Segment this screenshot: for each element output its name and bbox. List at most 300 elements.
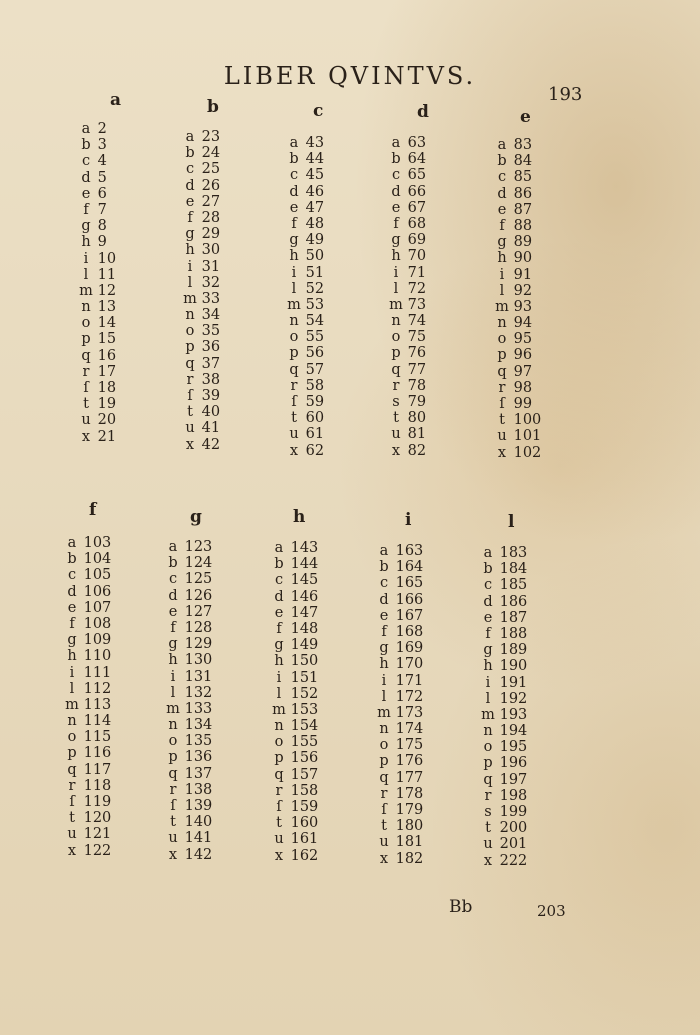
row-number: 97	[509, 363, 533, 380]
table-row	[65, 762, 111, 778]
row-number: 122	[79, 842, 112, 859]
table-row	[272, 637, 318, 653]
table-row	[287, 426, 324, 442]
row-number: 138	[180, 781, 213, 798]
table-row	[166, 539, 212, 555]
row-number: 37	[197, 355, 221, 372]
row-letter: ſ	[276, 799, 282, 815]
table-column	[79, 121, 116, 445]
table-row	[495, 331, 541, 347]
row-letter: r	[290, 377, 298, 394]
table-row	[272, 653, 318, 669]
row-number: 201	[495, 836, 528, 853]
row-number: 112	[79, 680, 112, 697]
table-row	[166, 652, 212, 668]
row-number: 92	[509, 282, 533, 299]
row-number: 193	[495, 706, 528, 723]
table-row	[389, 378, 426, 394]
row-letter: c	[81, 153, 91, 170]
row-letter: e	[274, 604, 284, 621]
row-letter: m	[495, 298, 509, 315]
row-letter: s	[484, 804, 492, 820]
table-row	[79, 170, 116, 186]
row-letter: b	[379, 559, 389, 576]
table-row	[183, 339, 220, 355]
table-row	[183, 404, 220, 420]
table-row	[166, 766, 212, 782]
column-letter: d	[417, 102, 429, 122]
row-letter: u	[185, 420, 195, 437]
row-letter: n	[274, 718, 284, 735]
row-number: 6	[93, 185, 107, 202]
table-row	[65, 745, 111, 761]
table-row	[65, 778, 111, 794]
row-letter: t	[393, 410, 399, 427]
row-number: 105	[79, 567, 112, 584]
table-row	[79, 331, 116, 347]
row-number: 162	[286, 847, 319, 864]
row-number: 191	[495, 674, 528, 691]
table-row	[272, 718, 318, 734]
row-number: 155	[286, 734, 319, 751]
row-number: 60	[301, 410, 325, 427]
table-row	[183, 388, 220, 404]
row-letter: e	[81, 185, 91, 202]
row-number: 117	[79, 761, 112, 778]
table-row	[65, 535, 111, 551]
table-row	[166, 814, 212, 830]
row-number: 84	[509, 153, 533, 170]
row-letter: q	[379, 769, 389, 786]
row-number: 81	[403, 426, 427, 443]
table-row	[495, 315, 541, 331]
table-row	[272, 556, 318, 572]
row-number: 184	[495, 561, 528, 578]
row-number: 8	[93, 218, 107, 235]
row-number: 121	[79, 826, 112, 843]
table-row	[377, 592, 423, 608]
table-row	[272, 767, 318, 783]
row-number: 137	[180, 765, 213, 782]
row-letter: l	[291, 280, 297, 297]
row-letter: l	[485, 690, 491, 707]
row-number: 41	[197, 420, 221, 437]
table-row	[481, 545, 527, 561]
table-row	[272, 605, 318, 621]
table-row	[183, 161, 220, 177]
table-row	[481, 723, 527, 739]
row-letter: h	[274, 653, 284, 670]
table-row	[481, 691, 527, 707]
row-number: 25	[197, 161, 221, 178]
table-row	[389, 265, 426, 281]
row-number: 72	[403, 280, 427, 297]
table-column	[287, 135, 324, 459]
row-letter: c	[168, 571, 178, 588]
table-row	[287, 200, 324, 216]
table-row	[65, 697, 111, 713]
row-number: 139	[180, 798, 213, 814]
row-number: 50	[301, 248, 325, 265]
row-letter: d	[274, 588, 284, 605]
row-letter: x	[274, 847, 284, 864]
table-row	[65, 551, 111, 567]
table-row	[166, 847, 212, 863]
table-row	[389, 200, 426, 216]
row-letter: i	[381, 672, 387, 689]
row-letter: d	[391, 183, 401, 200]
row-number: 40	[197, 404, 221, 421]
row-letter: h	[483, 658, 493, 675]
row-letter: r	[169, 781, 177, 798]
row-letter: x	[483, 852, 493, 869]
table-row	[287, 297, 324, 313]
row-number: 5	[93, 169, 107, 186]
row-letter: c	[67, 567, 77, 584]
row-number: 12	[93, 282, 117, 299]
table-row	[377, 705, 423, 721]
row-letter: b	[289, 151, 299, 168]
row-letter: i	[83, 250, 89, 267]
row-letter: b	[81, 137, 91, 154]
row-number: 200	[495, 820, 528, 837]
row-number: 7	[93, 201, 107, 218]
row-number: 123	[180, 539, 213, 555]
row-letter: i	[187, 258, 193, 275]
row-number: 194	[495, 723, 528, 740]
row-number: 91	[509, 266, 533, 283]
table-row	[65, 584, 111, 600]
table-row	[495, 445, 541, 461]
row-number: 135	[180, 733, 213, 750]
table-row	[495, 250, 541, 266]
table-row	[79, 412, 116, 428]
row-letter: g	[274, 637, 284, 654]
row-letter: m	[65, 696, 79, 713]
table-row	[377, 818, 423, 834]
row-letter: l	[69, 680, 75, 697]
row-letter: e	[391, 199, 401, 216]
row-number: 100	[509, 412, 542, 429]
row-letter: p	[391, 345, 401, 362]
row-number: 192	[495, 690, 528, 707]
row-letter: a	[483, 545, 493, 561]
table-row	[272, 572, 318, 588]
row-number: 174	[391, 721, 424, 738]
row-letter: i	[485, 674, 491, 691]
row-letter: q	[168, 765, 178, 782]
row-number: 171	[391, 672, 424, 689]
row-letter: n	[185, 307, 195, 324]
row-number: 89	[509, 234, 533, 251]
row-number: 158	[286, 782, 319, 799]
row-letter: ſ	[499, 396, 505, 412]
table-row	[65, 616, 111, 632]
row-letter: p	[497, 347, 507, 364]
table-row	[272, 734, 318, 750]
row-letter: f	[393, 215, 399, 232]
row-letter: q	[289, 361, 299, 378]
table-row	[377, 640, 423, 656]
row-number: 179	[391, 802, 424, 818]
row-number: 36	[197, 339, 221, 356]
row-letter: ſ	[291, 394, 297, 410]
table-row	[495, 218, 541, 234]
row-letter: q	[497, 363, 507, 380]
row-letter: u	[289, 426, 299, 443]
row-number: 222	[495, 852, 528, 869]
row-number: 125	[180, 571, 213, 588]
row-number: 65	[403, 167, 427, 184]
column-letter: g	[190, 507, 202, 527]
row-letter: n	[67, 713, 77, 730]
table-row	[287, 248, 324, 264]
table-row	[481, 788, 527, 804]
table-row	[377, 770, 423, 786]
row-letter: g	[483, 642, 493, 659]
table-row	[272, 815, 318, 831]
row-letter: r	[498, 379, 506, 396]
table-row	[481, 707, 527, 723]
row-number: 24	[197, 145, 221, 162]
row-letter: o	[185, 323, 195, 340]
row-letter: f	[69, 615, 75, 632]
row-number: 145	[286, 572, 319, 589]
table-row	[166, 782, 212, 798]
row-number: 151	[286, 669, 319, 686]
table-row	[166, 571, 212, 587]
row-letter: x	[67, 842, 77, 859]
row-letter: u	[274, 831, 284, 848]
row-number: 83	[509, 137, 533, 153]
row-letter: n	[483, 723, 493, 740]
row-number: 172	[391, 688, 424, 705]
table-row	[272, 848, 318, 864]
row-number: 66	[403, 183, 427, 200]
row-letter: f	[170, 619, 176, 636]
table-row	[166, 636, 212, 652]
row-number: 170	[391, 656, 424, 673]
table-row	[79, 364, 116, 380]
row-letter: c	[391, 167, 401, 184]
row-letter: r	[380, 785, 388, 802]
row-number: 53	[301, 296, 325, 313]
row-number: 104	[79, 551, 112, 568]
table-row	[272, 621, 318, 637]
row-letter: u	[483, 836, 493, 853]
row-number: 116	[79, 745, 112, 762]
row-letter: r	[186, 371, 194, 388]
column-letter: l	[508, 512, 515, 532]
row-number: 23	[197, 129, 221, 145]
table-row	[287, 281, 324, 297]
table-column	[183, 129, 220, 453]
row-letter: f	[381, 623, 387, 640]
row-letter: g	[168, 636, 178, 653]
row-number: 198	[495, 787, 528, 804]
table-column	[377, 543, 423, 867]
table-row	[183, 275, 220, 291]
row-letter: f	[83, 201, 89, 218]
row-letter: e	[483, 609, 493, 626]
row-number: 95	[509, 331, 533, 348]
row-number: 168	[391, 623, 424, 640]
table-row	[287, 184, 324, 200]
table-row	[389, 151, 426, 167]
table-row	[495, 137, 541, 153]
row-number: 55	[301, 329, 325, 346]
table-row	[79, 299, 116, 315]
table-row	[495, 186, 541, 202]
table-row	[166, 620, 212, 636]
row-letter: i	[170, 668, 176, 685]
row-letter: t	[499, 412, 505, 429]
column-letter: a	[110, 90, 122, 110]
row-number: 136	[180, 749, 213, 766]
row-number: 26	[197, 177, 221, 194]
row-letter: p	[185, 339, 195, 356]
table-row	[272, 750, 318, 766]
row-number: 11	[93, 266, 117, 283]
row-number: 49	[301, 232, 325, 249]
table-row	[65, 826, 111, 842]
row-number: 140	[180, 814, 213, 831]
table-row	[389, 313, 426, 329]
row-number: 147	[286, 604, 319, 621]
table-row	[377, 559, 423, 575]
row-number: 98	[509, 379, 533, 396]
table-row	[272, 670, 318, 686]
column-letter: e	[520, 107, 531, 127]
row-letter: d	[379, 591, 389, 608]
table-column	[495, 137, 541, 461]
row-number: 14	[93, 315, 117, 332]
table-row	[183, 307, 220, 323]
row-number: 79	[403, 394, 427, 410]
row-letter: g	[81, 218, 91, 235]
row-letter: o	[391, 329, 401, 346]
row-letter: t	[170, 814, 176, 831]
table-row	[272, 702, 318, 718]
row-number: 47	[301, 199, 325, 216]
row-letter: a	[289, 135, 299, 151]
row-letter: r	[484, 787, 492, 804]
row-letter: m	[183, 290, 197, 307]
row-letter: p	[379, 753, 389, 770]
row-number: 157	[286, 766, 319, 783]
row-number: 15	[93, 331, 117, 348]
row-number: 99	[509, 396, 533, 412]
table-row	[272, 540, 318, 556]
row-letter: ſ	[187, 388, 193, 404]
row-number: 185	[495, 577, 528, 594]
table-row	[377, 543, 423, 559]
table-row	[287, 410, 324, 426]
row-number: 108	[79, 615, 112, 632]
column-letter: b	[207, 97, 219, 117]
table-column	[65, 535, 111, 859]
row-number: 4	[93, 153, 107, 170]
row-number: 67	[403, 199, 427, 216]
row-number: 154	[286, 718, 319, 735]
row-number: 126	[180, 587, 213, 604]
row-letter: x	[168, 846, 178, 863]
table-row	[377, 689, 423, 705]
row-number: 163	[391, 543, 424, 559]
row-letter: n	[81, 299, 91, 316]
row-letter: h	[391, 248, 401, 265]
row-number: 70	[403, 248, 427, 265]
table-row	[166, 701, 212, 717]
row-number: 42	[197, 436, 221, 453]
table-row	[166, 588, 212, 604]
row-number: 2	[93, 121, 107, 137]
table-row	[495, 412, 541, 428]
row-number: 19	[93, 396, 117, 413]
row-letter: t	[381, 818, 387, 835]
row-letter: a	[81, 121, 91, 137]
row-number: 31	[197, 258, 221, 275]
table-row	[287, 167, 324, 183]
row-letter: n	[379, 721, 389, 738]
row-number: 68	[403, 215, 427, 232]
table-row	[183, 145, 220, 161]
row-letter: m	[287, 296, 301, 313]
row-letter: d	[497, 185, 507, 202]
row-letter: u	[379, 834, 389, 851]
row-number: 43	[301, 135, 325, 151]
table-row	[79, 380, 116, 396]
row-letter: ſ	[170, 798, 176, 814]
table-row	[377, 721, 423, 737]
row-letter: a	[497, 137, 507, 153]
row-number: 132	[180, 684, 213, 701]
row-letter: m	[389, 296, 403, 313]
row-number: 152	[286, 685, 319, 702]
row-number: 143	[286, 540, 319, 556]
row-letter: t	[83, 396, 89, 413]
row-letter: r	[392, 377, 400, 394]
table-row	[166, 830, 212, 846]
table-row	[272, 686, 318, 702]
row-letter: p	[67, 745, 77, 762]
row-letter: u	[81, 412, 91, 429]
row-letter: b	[391, 151, 401, 168]
table-row	[183, 356, 220, 372]
row-number: 20	[93, 412, 117, 429]
row-number: 124	[180, 555, 213, 572]
table-row	[79, 429, 116, 445]
row-letter: d	[185, 177, 195, 194]
row-number: 120	[79, 810, 112, 827]
table-row	[287, 216, 324, 232]
row-number: 51	[301, 264, 325, 281]
row-number: 187	[495, 609, 528, 626]
table-row	[166, 717, 212, 733]
row-letter: c	[483, 577, 493, 594]
row-letter: g	[289, 232, 299, 249]
column-letter: c	[313, 101, 324, 121]
row-letter: m	[79, 282, 93, 299]
row-number: 166	[391, 591, 424, 608]
table-row	[166, 604, 212, 620]
table-row	[481, 820, 527, 836]
row-letter: o	[289, 329, 299, 346]
row-number: 56	[301, 345, 325, 362]
table-row	[377, 624, 423, 640]
row-letter: f	[291, 215, 297, 232]
table-row	[389, 184, 426, 200]
